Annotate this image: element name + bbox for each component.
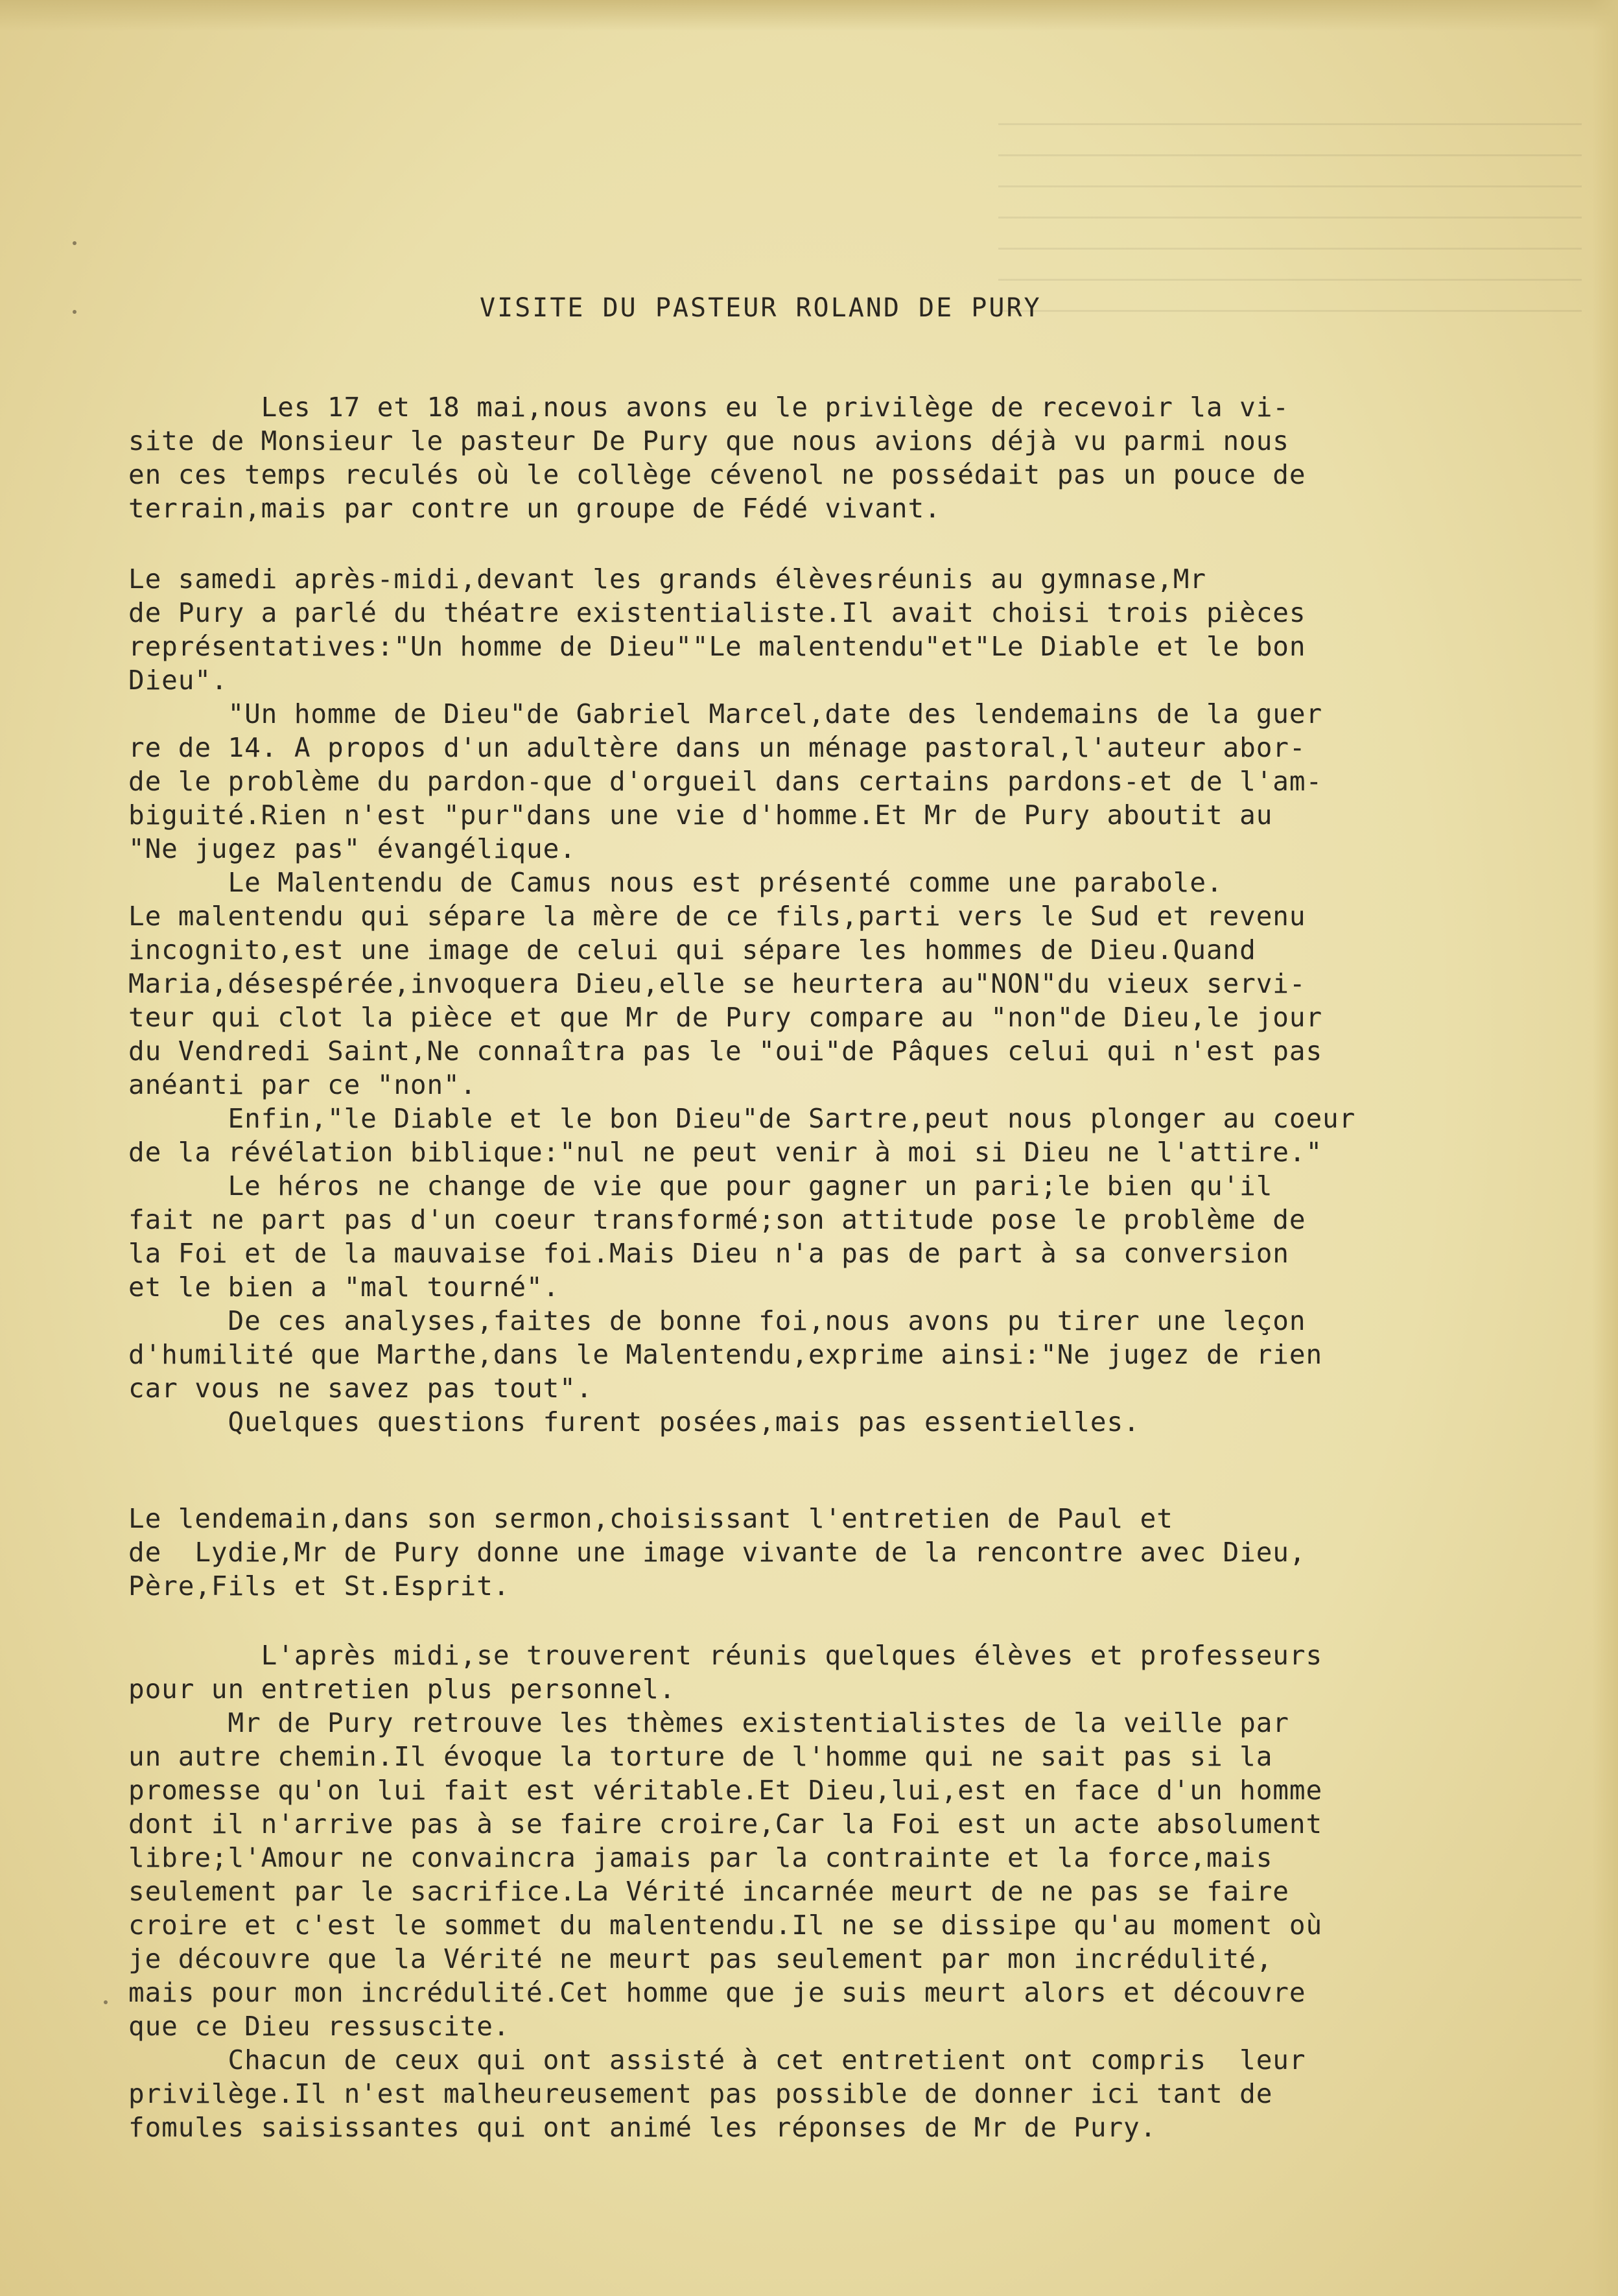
text-line: car vous ne savez pas tout". (128, 1373, 593, 1404)
text-line: Le samedi après-midi,devant les grands élèvesréunis au gymnase,Mr (128, 563, 1206, 595)
text-line: Quelques questions furent posées,mais pas essentielles. (128, 1406, 1140, 1438)
page-edge-right (1592, 0, 1618, 2296)
text-line: d'humilité que Marthe,dans le Malentendu,exprime ainsi:"Ne jugez de rien (128, 1339, 1323, 1370)
text-line: Le lendemain,dans son sermon,choisissant l'entretien de Paul et (128, 1503, 1173, 1534)
text-line: Maria,désespérée,invoquera Dieu,elle se heurtera au"NON"du vieux servi- (128, 968, 1306, 999)
text-line: seulement par le sacrifice.La Vérité incarnée meurt de ne pas se faire (128, 1876, 1289, 1907)
text-line: privilège.Il n'est malheureusement pas possible de donner ici tant de (128, 2078, 1273, 2109)
text-line: mais pour mon incrédulité.Cet homme que je suis meurt alors et découvre (128, 1977, 1306, 2008)
text-line: fait ne part pas d'un coeur transformé;son attitude pose le problème de (128, 1204, 1306, 1235)
text-line: Père,Fils et St.Esprit. (128, 1570, 510, 1602)
text-line: re de 14. A propos d'un adultère dans un ménage pastoral,l'auteur abor- (128, 732, 1306, 763)
text-line: représentatives:"Un homme de Dieu""Le malentendu"et"Le Diable et le bon (128, 631, 1306, 662)
margin-mark (73, 241, 76, 245)
text-line: la Foi et de la mauvaise foi.Mais Dieu n'a pas de part à sa conversion (128, 1238, 1289, 1269)
text-line: Le héros ne change de vie que pour gagner un pari;le bien qu'il (128, 1170, 1273, 1201)
paragraph-2 (128, 562, 1542, 1439)
margin-mark (104, 2000, 108, 2004)
text-line: biguité.Rien n'est "pur"dans une vie d'homme.Et Mr de Pury aboutit au (128, 799, 1273, 831)
text-line: Le malentendu qui sépare la mère de ce fils,parti vers le Sud et revenu (128, 901, 1306, 932)
text-line: en ces temps reculés où le collège cévenol ne possédait pas un pouce de (128, 459, 1306, 490)
text-line: libre;l'Amour ne convaincra jamais par la contrainte et la force,mais (128, 1842, 1273, 1873)
text-line: terrain,mais par contre un groupe de Fédé vivant. (128, 493, 941, 524)
text-line: Dieu". (128, 665, 228, 696)
text-line: de Pury a parlé du théatre existentialiste.Il avait choisi trois pièces (128, 597, 1306, 628)
text-line: un autre chemin.Il évoque la torture de l'homme qui ne sait pas si la (128, 1741, 1273, 1772)
page-edge-top (0, 0, 1618, 31)
text-line: promesse qu'on lui fait est véritable.Et Dieu,lui,est en face d'un homme (128, 1775, 1323, 1806)
text-line: et le bien a "mal tourné". (128, 1272, 560, 1303)
text-line: pour un entretien plus personnel. (128, 1674, 676, 1705)
text-line: Chacun de ceux qui ont assisté à cet entretient ont compris leur (128, 2044, 1306, 2076)
text-line: Les 17 et 18 mai,nous avons eu le privilège de recevoir la vi- (128, 392, 1289, 423)
margin-mark (73, 310, 76, 314)
text-line: fomules saisissantes qui ont animé les réponses de Mr de Pury. (128, 2112, 1157, 2143)
text-line: incognito,est une image de celui qui sépare les hommes de Dieu.Quand (128, 934, 1256, 965)
text-line: de Lydie,Mr de Pury donne une image vivante de la rencontre avec Dieu, (128, 1537, 1306, 1568)
text-line: De ces analyses,faites de bonne foi,nous avons pu tirer une leçon (128, 1305, 1306, 1336)
text-line: Enfin,"le Diable et le bon Dieu"de Sartre,peut nous plonger au coeur (128, 1103, 1356, 1134)
text-line: je découvre que la Vérité ne meurt pas seulement par mon incrédulité, (128, 1943, 1273, 1974)
text-line: teur qui clot la pièce et que Mr de Pury compare au "non"de Dieu,le jour (128, 1002, 1323, 1033)
text-line: "Un homme de Dieu"de Gabriel Marcel,date des lendemains de la guer (128, 698, 1323, 729)
text-line: de le problème du pardon-que d'orgueil dans certains pardons-et de l'am- (128, 766, 1323, 797)
text-line: Le Malentendu de Camus nous est présenté comme une parabole. (128, 867, 1223, 898)
text-line: croire et c'est le sommet du malentendu.Il ne se dissipe qu'au moment où (128, 1910, 1323, 1941)
show-through-text (998, 123, 1582, 318)
text-line: dont il n'arrive pas à se faire croire,Car la Foi est un acte absolument (128, 1808, 1323, 1840)
text-line: de la révélation biblique:"nul ne peut venir à moi si Dieu ne l'attire." (128, 1137, 1323, 1168)
document-title: VISITE DU PASTEUR ROLAND DE PURY (480, 293, 1042, 323)
paragraph-4 (128, 1639, 1542, 2144)
text-line: L'après midi,se trouverent réunis quelques élèves et professeurs (128, 1640, 1323, 1671)
text-line: Mr de Pury retrouve les thèmes existentialistes de la veille par (128, 1707, 1289, 1738)
text-line: du Vendredi Saint,Ne connaîtra pas le "oui"de Pâques celui qui n'est pas (128, 1036, 1323, 1067)
text-line: site de Monsieur le pasteur De Pury que nous avions déjà vu parmi nous (128, 425, 1289, 456)
text-line: que ce Dieu ressuscite. (128, 2011, 510, 2042)
text-line: anéanti par ce "non". (128, 1069, 477, 1100)
paragraph-1 (128, 390, 1542, 525)
paragraph-3 (128, 1502, 1542, 1603)
text-line: "Ne jugez pas" évangélique. (128, 833, 576, 864)
